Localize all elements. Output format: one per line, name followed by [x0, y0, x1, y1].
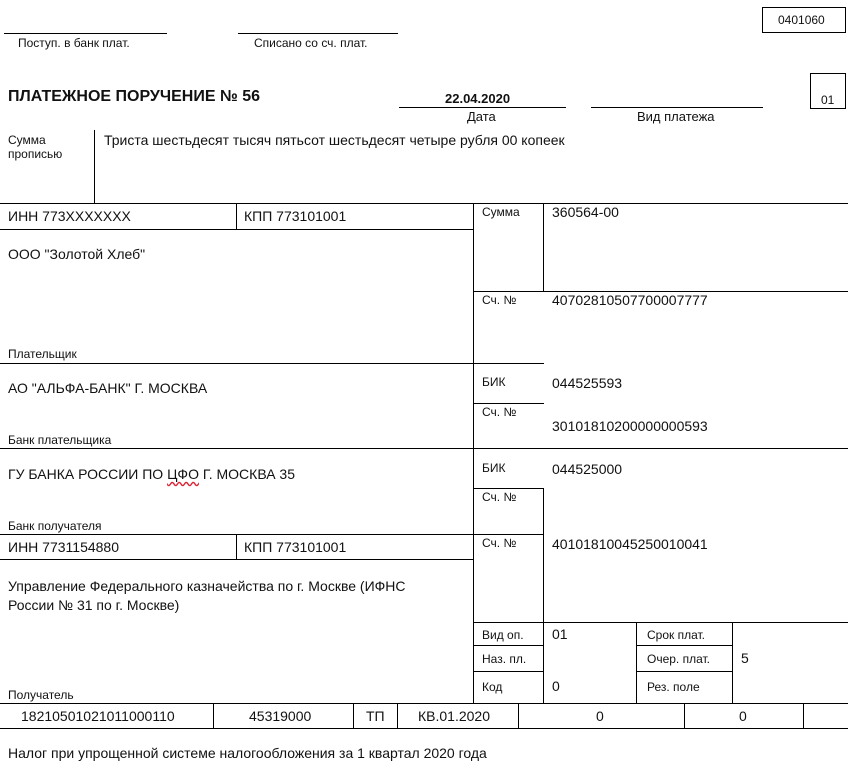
sum-value: 360564-00	[552, 204, 619, 220]
payment-date: 22.04.2020	[445, 91, 511, 106]
grid-line	[236, 534, 237, 559]
payer-bik-label: БИК	[482, 375, 506, 389]
doc-date-value: 0	[739, 708, 747, 724]
received-line	[4, 33, 167, 34]
amount-in-words: Триста шестьдесят тысяч пятьсот шестьдесят четыре рубля 00 копеек	[104, 132, 565, 148]
received-label: Поступ. в банк плат.	[18, 36, 130, 50]
grid-line	[518, 703, 519, 728]
payee-name: Управление Федерального казначейства по г. Москве (ИФНС России № 31 по г. Москве)	[8, 578, 406, 613]
grid-line	[397, 703, 398, 728]
payer-corr-label: Сч. №	[482, 405, 517, 419]
grid-line	[636, 671, 732, 672]
code-value: 0	[552, 678, 560, 694]
payee-label: Получатель	[8, 688, 74, 702]
payment-purpose: Налог при упрощенной системе налогообложения за 1 квартал 2020 года	[8, 745, 487, 761]
payee-bik-label: БИК	[482, 461, 506, 475]
payee-bank-name-part: Г. МОСКВА 35	[198, 466, 295, 482]
form-code: 0401060	[778, 13, 825, 27]
grid-line	[473, 645, 544, 646]
page-title: ПЛАТЕЖНОЕ ПОРУЧЕНИЕ № 56	[8, 88, 261, 105]
payer-bank-bik: 044525593	[552, 375, 623, 391]
payee-account-label: Сч. №	[482, 536, 517, 550]
date-line	[399, 107, 566, 108]
grid-line	[0, 728, 848, 729]
payee-account: 40101810045250010041	[552, 536, 708, 552]
grid-line	[236, 203, 237, 229]
grid-line	[732, 622, 733, 703]
payer-account-label: Сч. №	[482, 293, 517, 307]
order-label: Очер. плат.	[647, 652, 711, 666]
grid-line	[473, 622, 848, 623]
grid-line	[543, 488, 544, 703]
grid-line	[0, 448, 848, 449]
grid-line	[0, 229, 473, 230]
amount-words-label-1: Сумма	[8, 133, 46, 147]
grid-line	[473, 488, 544, 489]
payer-label: Плательщик	[8, 347, 77, 361]
grid-line	[213, 703, 214, 728]
payee-bank-label: Банк получателя	[8, 519, 102, 533]
grid-line	[0, 559, 473, 560]
amount-words-label-2: прописью	[8, 147, 63, 161]
payee-bank-name-part: ГУ БАНКА РОССИИ ПО	[8, 466, 168, 482]
payer-bank-name: АО "АЛЬФА-БАНК" Г. МОСКВА	[8, 380, 208, 396]
payer-name: ООО "Золотой Хлеб"	[8, 246, 146, 262]
op-type-label: Вид оп.	[482, 628, 524, 642]
payee-bank-name	[8, 466, 295, 482]
period-value: КВ.01.2020	[418, 708, 490, 724]
grid-line	[0, 363, 544, 364]
payee-bank-bik: 044525000	[552, 461, 623, 477]
payer-bank-label: Банк плательщика	[8, 433, 112, 447]
grid-line	[0, 203, 848, 204]
grid-line	[473, 671, 544, 672]
payer-bank-corr: 30101810200000000593	[552, 418, 708, 434]
debited-line	[238, 33, 398, 34]
grid-line	[473, 203, 474, 703]
amount-words-divider	[94, 130, 95, 203]
date-label: Дата	[467, 109, 496, 124]
order-value: 5	[741, 650, 749, 666]
grid-line	[636, 622, 637, 703]
payment-type-label: Вид платежа	[637, 109, 715, 124]
term-label: Срок плат.	[647, 628, 706, 642]
sum-label: Сумма	[482, 205, 520, 219]
grid-line	[473, 403, 544, 404]
op-type-value: 01	[552, 626, 568, 642]
grid-line	[803, 703, 804, 728]
grid-line	[543, 203, 544, 291]
reserve-label: Рез. поле	[647, 680, 700, 694]
payer-account: 40702810507700007777	[552, 292, 708, 308]
payer-inn: ИНН 773XXXXXXX	[8, 208, 131, 224]
basis-value: ТП	[366, 708, 385, 724]
grid-line	[684, 703, 685, 728]
doc-number-value: 0	[596, 708, 604, 724]
payer-kpp: КПП 773101001	[244, 208, 347, 224]
payee-kpp: КПП 773101001	[244, 539, 347, 555]
grid-line	[636, 645, 732, 646]
grid-line	[353, 703, 354, 728]
spellcheck-marked-word: ЦФО	[167, 466, 199, 482]
payee-inn: ИНН 7731154880	[8, 539, 119, 555]
oktmo-value: 45319000	[249, 708, 312, 724]
grid-line	[0, 703, 848, 704]
purpose-code-label: Наз. пл.	[482, 652, 527, 666]
payee-corr-label: Сч. №	[482, 490, 517, 504]
code-label: Код	[482, 680, 503, 694]
kbk-value: 18210501021011000110	[21, 708, 175, 724]
payment-type-line	[591, 107, 763, 108]
debited-label: Списано со сч. плат.	[254, 36, 368, 50]
grid-line	[0, 534, 544, 535]
status-code: 01	[821, 93, 835, 107]
